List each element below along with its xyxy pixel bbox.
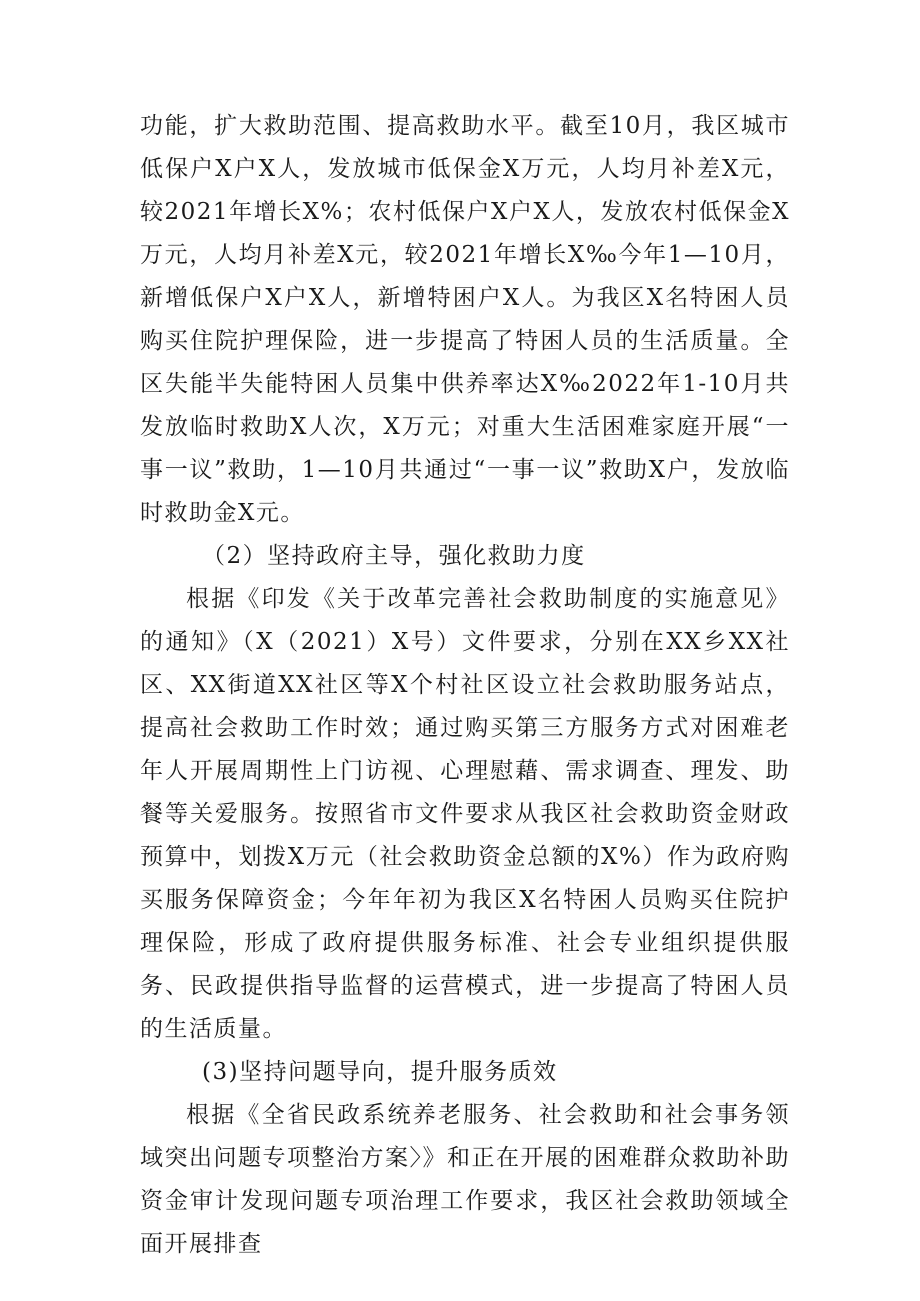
paragraph-government-led: 根据《印发《关于改革完善社会救助制度的实施意见》的通知》（X（2021）X号）文件要求，分别在XX乡XX社区、XX街道XX社区等X个村社区设立社会救助服务站点，提高社会救助工作时效；通过购买第三方服务方式对困难老年人开展周期性上门访视、心理慰藉、需求调查、理发、助餐等关爱服务。按照省市文件要求从我区社会救助资金财政预算中，划拨X万元（社会救助资金总额的X%）作为政府购买服务保障资金；今年年初为我区X名特困人员购买住院护理保险，形成了政府提供服务标准、社会专业组织提供服务、民政提供指导监督的运营模式，进一步提高了特困人员的生活质量。	[140, 586, 790, 1042]
document-body	[140, 105, 790, 1266]
paragraph-problem-oriented: 根据《全省民政系统养老服务、社会救助和社会事务领域突出问题专项整治方案〉》和正在开展的困难群众救助补助资金审计发现问题专项治理工作要求，我区社会救助领域全面开展排查	[140, 1102, 790, 1257]
paragraph-assistance-statistics: 功能，扩大救助范围、提高救助水平。截至10月，我区城市低保户X户X人，发放城市低保金X万元，人均月补差X元，较2021年增长X%；农村低保户X户X人，发放农村低保金X万元，人均月补差X元，较2021年增长X‰今年1—10月，新增低保户X户X人，新增特困户X人。为我区X名特困人员购买住院护理保险，进一步提高了特困人员的生活质量。全区失能半失能特困人员集中供养率达X‰2022年1-10月共发放临时救助X人次，X万元；对重大生活困难家庭开展“一事一议”救助，1—10月共通过“一事一议”救助X户，发放临时救助金X元。	[140, 113, 790, 526]
section-heading-government-led: （2）坚持政府主导，强化救助力度	[202, 543, 586, 569]
section-heading-problem-oriented: (3)坚持问题导向，提升服务质效	[202, 1059, 558, 1085]
